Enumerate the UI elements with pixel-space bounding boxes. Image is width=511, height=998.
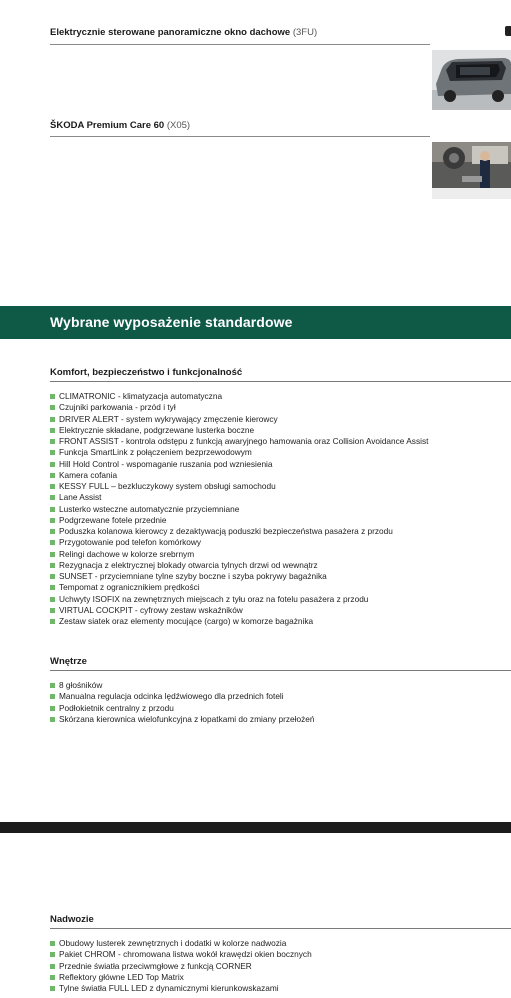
panoramic-roof-photo [432,50,511,110]
list-item: Zestaw siatek oraz elementy mocujące (cargo) w komorze bagażnika [50,616,428,627]
standard-equipment-banner [0,306,511,339]
list-item: Skórzana kierownica wielofunkcyjna z łopatkami do zmiany przełożeń [50,714,314,725]
page-break-bar [0,822,511,833]
list-item: Reflektory główne LED Top Matrix [50,972,312,983]
list-item: Lane Assist [50,492,428,503]
list-item: Hill Hold Control - wspomaganie ruszania pod wzniesienia [50,459,428,470]
section-title-interior: Wnętrze [50,656,87,667]
list-item: Kamera cofania [50,470,428,481]
list-item: SUNSET - przyciemniane tylne szyby boczne i szyba pokrywy bagażnika [50,571,428,582]
edge-mark [505,26,511,36]
list-item: Funkcja SmartLink z połączeniem bezprzewodowym [50,447,428,458]
section-title-comfort: Komfort, bezpieczeństwo i funkcjonalność [50,367,243,378]
list-item: DRIVER ALERT - system wykrywający zmęczenie kierowcy [50,414,428,425]
list-item: Rezygnacja z elektrycznej blokady otwarcia tylnych drzwi od wewnątrz [50,560,428,571]
list-item: 8 głośników [50,680,314,691]
section-divider [50,381,511,382]
list-item: Elektrycznie składane, podgrzewane lusterka boczne [50,425,428,436]
list-item: Podłokietnik centralny z przodu [50,703,314,714]
option-code: (X05) [166,120,191,131]
list-item: Poduszka kolanowa kierowcy z dezaktywacją poduszki bezpieczeństwa pasażera z przodu [50,526,428,537]
section-divider [50,928,511,929]
list-item: Lusterko wsteczne automatycznie przyciemniane [50,504,428,515]
list-item: Uchwyty ISOFIX na zewnętrznych miejscach z tyłu oraz na fotelu pasażera z przodu [50,594,428,605]
body-feature-list [50,938,312,994]
option-code: (3FU) [292,27,318,38]
banner-title: Wybrane wyposażenie standardowe [50,314,293,330]
list-item: Tempomat z ogranicznikiem prędkości [50,582,428,593]
divider [50,44,430,45]
option-title [50,27,317,38]
section-divider [50,670,511,671]
list-item: FRONT ASSIST - kontrola odstępu z funkcją awaryjnego hamowania oraz Collision Avoidance Assist [50,436,428,447]
section-title-body: Nadwozie [50,914,94,925]
list-item: KESSY FULL – bezkluczykowy system obsługi samochodu [50,481,428,492]
option-title-text: ŠKODA Premium Care 60 [50,120,165,131]
list-item: Manualna regulacja odcinka lędźwiowego dla przednich foteli [50,691,314,702]
list-item: Obudowy lusterek zewnętrznych i dodatki w kolorze nadwozia [50,938,312,949]
list-item: Pakiet CHROM - chromowana listwa wokół krawędzi okien bocznych [50,949,312,960]
list-item: CLIMATRONIC - klimatyzacja automatyczna [50,391,428,402]
comfort-feature-list [50,391,428,627]
list-item: Czujniki parkowania - przód i tył [50,402,428,413]
list-item: Relingi dachowe w kolorze srebrnym [50,549,428,560]
list-item: Przednie światła przeciwmgłowe z funkcją CORNER [50,961,312,972]
divider [50,136,430,137]
list-item: Tylne światła FULL LED z dynamicznymi kierunkowskazami [50,983,312,994]
option-title [50,120,190,131]
option-title-text: Elektrycznie sterowane panoramiczne okno dachowe [50,27,291,38]
interior-feature-list [50,680,314,725]
list-item: VIRTUAL COCKPIT - cyfrowy zestaw wskaźników [50,605,428,616]
list-item: Podgrzewane fotele przednie [50,515,428,526]
list-item: Przygotowanie pod telefon komórkowy [50,537,428,548]
service-workshop-photo [432,142,511,199]
